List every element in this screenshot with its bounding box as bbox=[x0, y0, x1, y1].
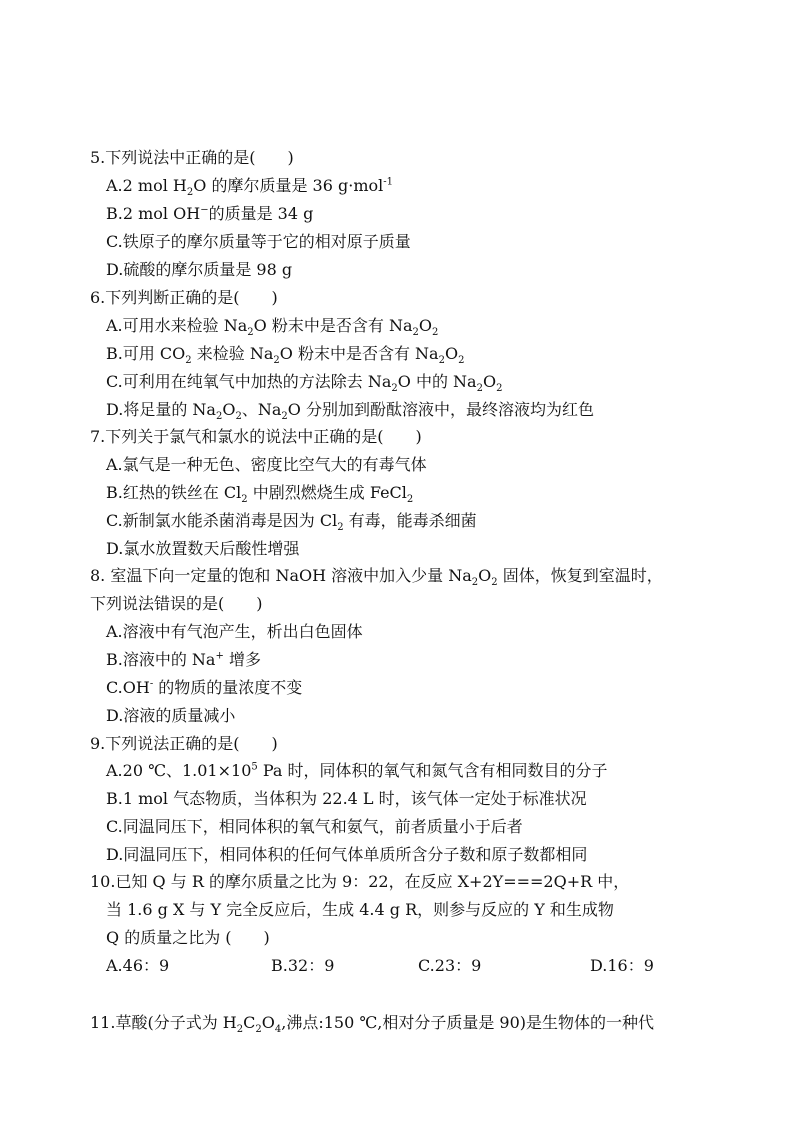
q8-stem-line1: 8. 室温下向一定量的饱和 NaOH 溶液中加入少量 $Na_2O_2$ 固体，恢复到室温时， bbox=[90, 566, 663, 589]
q9-option-c: C.同温同压下，相同体积的氧气和氨气，前者质量小于后者 bbox=[106, 817, 523, 836]
q10-stem-line2: 当 1.6 g X 与 Y 完全反应后，生成 4.4 g R，则参与反应的 Y 和生成物 bbox=[106, 900, 614, 919]
q10-option-d: D.16：9 bbox=[590, 956, 654, 975]
q10-stem-line3: Q 的质量之比为 ( ) bbox=[106, 928, 270, 947]
q10-option-a: A.46：9 bbox=[106, 956, 170, 975]
q9-option-b: B.1 mol 气态物质，当体积为 22.4 L 时，该气体一定处于标准状况 bbox=[106, 789, 587, 808]
q7-option-c: C.新制氯水能杀菌消毒是因为 $Cl_2$ 有毒，能毒杀细菌 bbox=[106, 511, 477, 534]
q10-option-c: C.23：9 bbox=[418, 956, 482, 975]
q7-option-a: A.氯气是一种无色、密度比空气大的有毒气体 bbox=[106, 455, 427, 474]
q6-stem: 6.下列判断正确的是( ) bbox=[90, 288, 278, 307]
q9-option-d: D.同温同压下，相同体积的任何气体单质所含分子数和原子数都相同 bbox=[106, 845, 588, 864]
q7-option-d: D.氯水放置数天后酸性增强 bbox=[106, 539, 300, 558]
q5-option-b: B.2 mol OH−的质量是 34 g bbox=[106, 204, 314, 223]
q10-option-b: B.32：9 bbox=[271, 956, 335, 975]
q10-stem-line1: 10.已知 Q 与 R 的摩尔质量之比为 9：22，在反应 X+2Y===2Q+R 中， bbox=[90, 872, 630, 891]
q9-option-a: A.20 ℃、$1.01\times 10^5$ Pa 时，同体积的氧气和氮气含有相同数目的分子 bbox=[106, 761, 608, 780]
q6-option-c: C.可利用在纯氧气中加热的方法除去 $Na_2O$ 中的 $Na_2O_2$ bbox=[106, 372, 503, 395]
q5-option-c: C.铁原子的摩尔质量等于它的相对原子质量 bbox=[106, 232, 411, 251]
q6-option-b: B.可用 $CO_2$ 来检验 $Na_2O$ 粉末中是否含有 $Na_2O_2$ bbox=[106, 344, 465, 367]
q5-option-d: D.硫酸的摩尔质量是 98 g bbox=[106, 260, 293, 279]
q5-stem: 5.下列说法中正确的是( ) bbox=[90, 148, 294, 167]
q8-stem-line2: 下列说法错误的是( ) bbox=[90, 594, 263, 613]
q11-stem: 11.草酸(分子式为 $H_2C_2O_4$,沸点:150 ℃,相对分子质量是 90)是生物体的一种代 bbox=[90, 1013, 655, 1036]
q8-option-a: A.溶液中有气泡产生，析出白色固体 bbox=[106, 622, 363, 641]
q8-option-b: B.溶液中的 Na+ 增多 bbox=[106, 650, 261, 669]
q8-option-c: C.OH- 的物质的量浓度不变 bbox=[106, 678, 303, 697]
q7-stem: 7.下列关于氯气和氯水的说法中正确的是( ) bbox=[90, 427, 422, 446]
q6-option-a: A.可用水来检验 $Na_2O$ 粉末中是否含有 $Na_2O_2$ bbox=[106, 316, 439, 339]
q7-option-b: B.红热的铁丝在 $Cl_2$ 中剧烈燃烧生成 FeCl$_2$ bbox=[106, 483, 414, 506]
q5-option-a: A.2 mol $H_2O$ 的摩尔质量是 36 g·mol$^{-1}$ bbox=[106, 176, 393, 199]
q8-option-d: D.溶液的质量减小 bbox=[106, 706, 236, 725]
q6-option-d: D.将足量的 $Na_2O_2$、$Na_2O$ 分别加到酚酞溶液中，最终溶液均为红色 bbox=[106, 400, 594, 423]
q9-stem: 9.下列说法正确的是( ) bbox=[90, 734, 278, 753]
